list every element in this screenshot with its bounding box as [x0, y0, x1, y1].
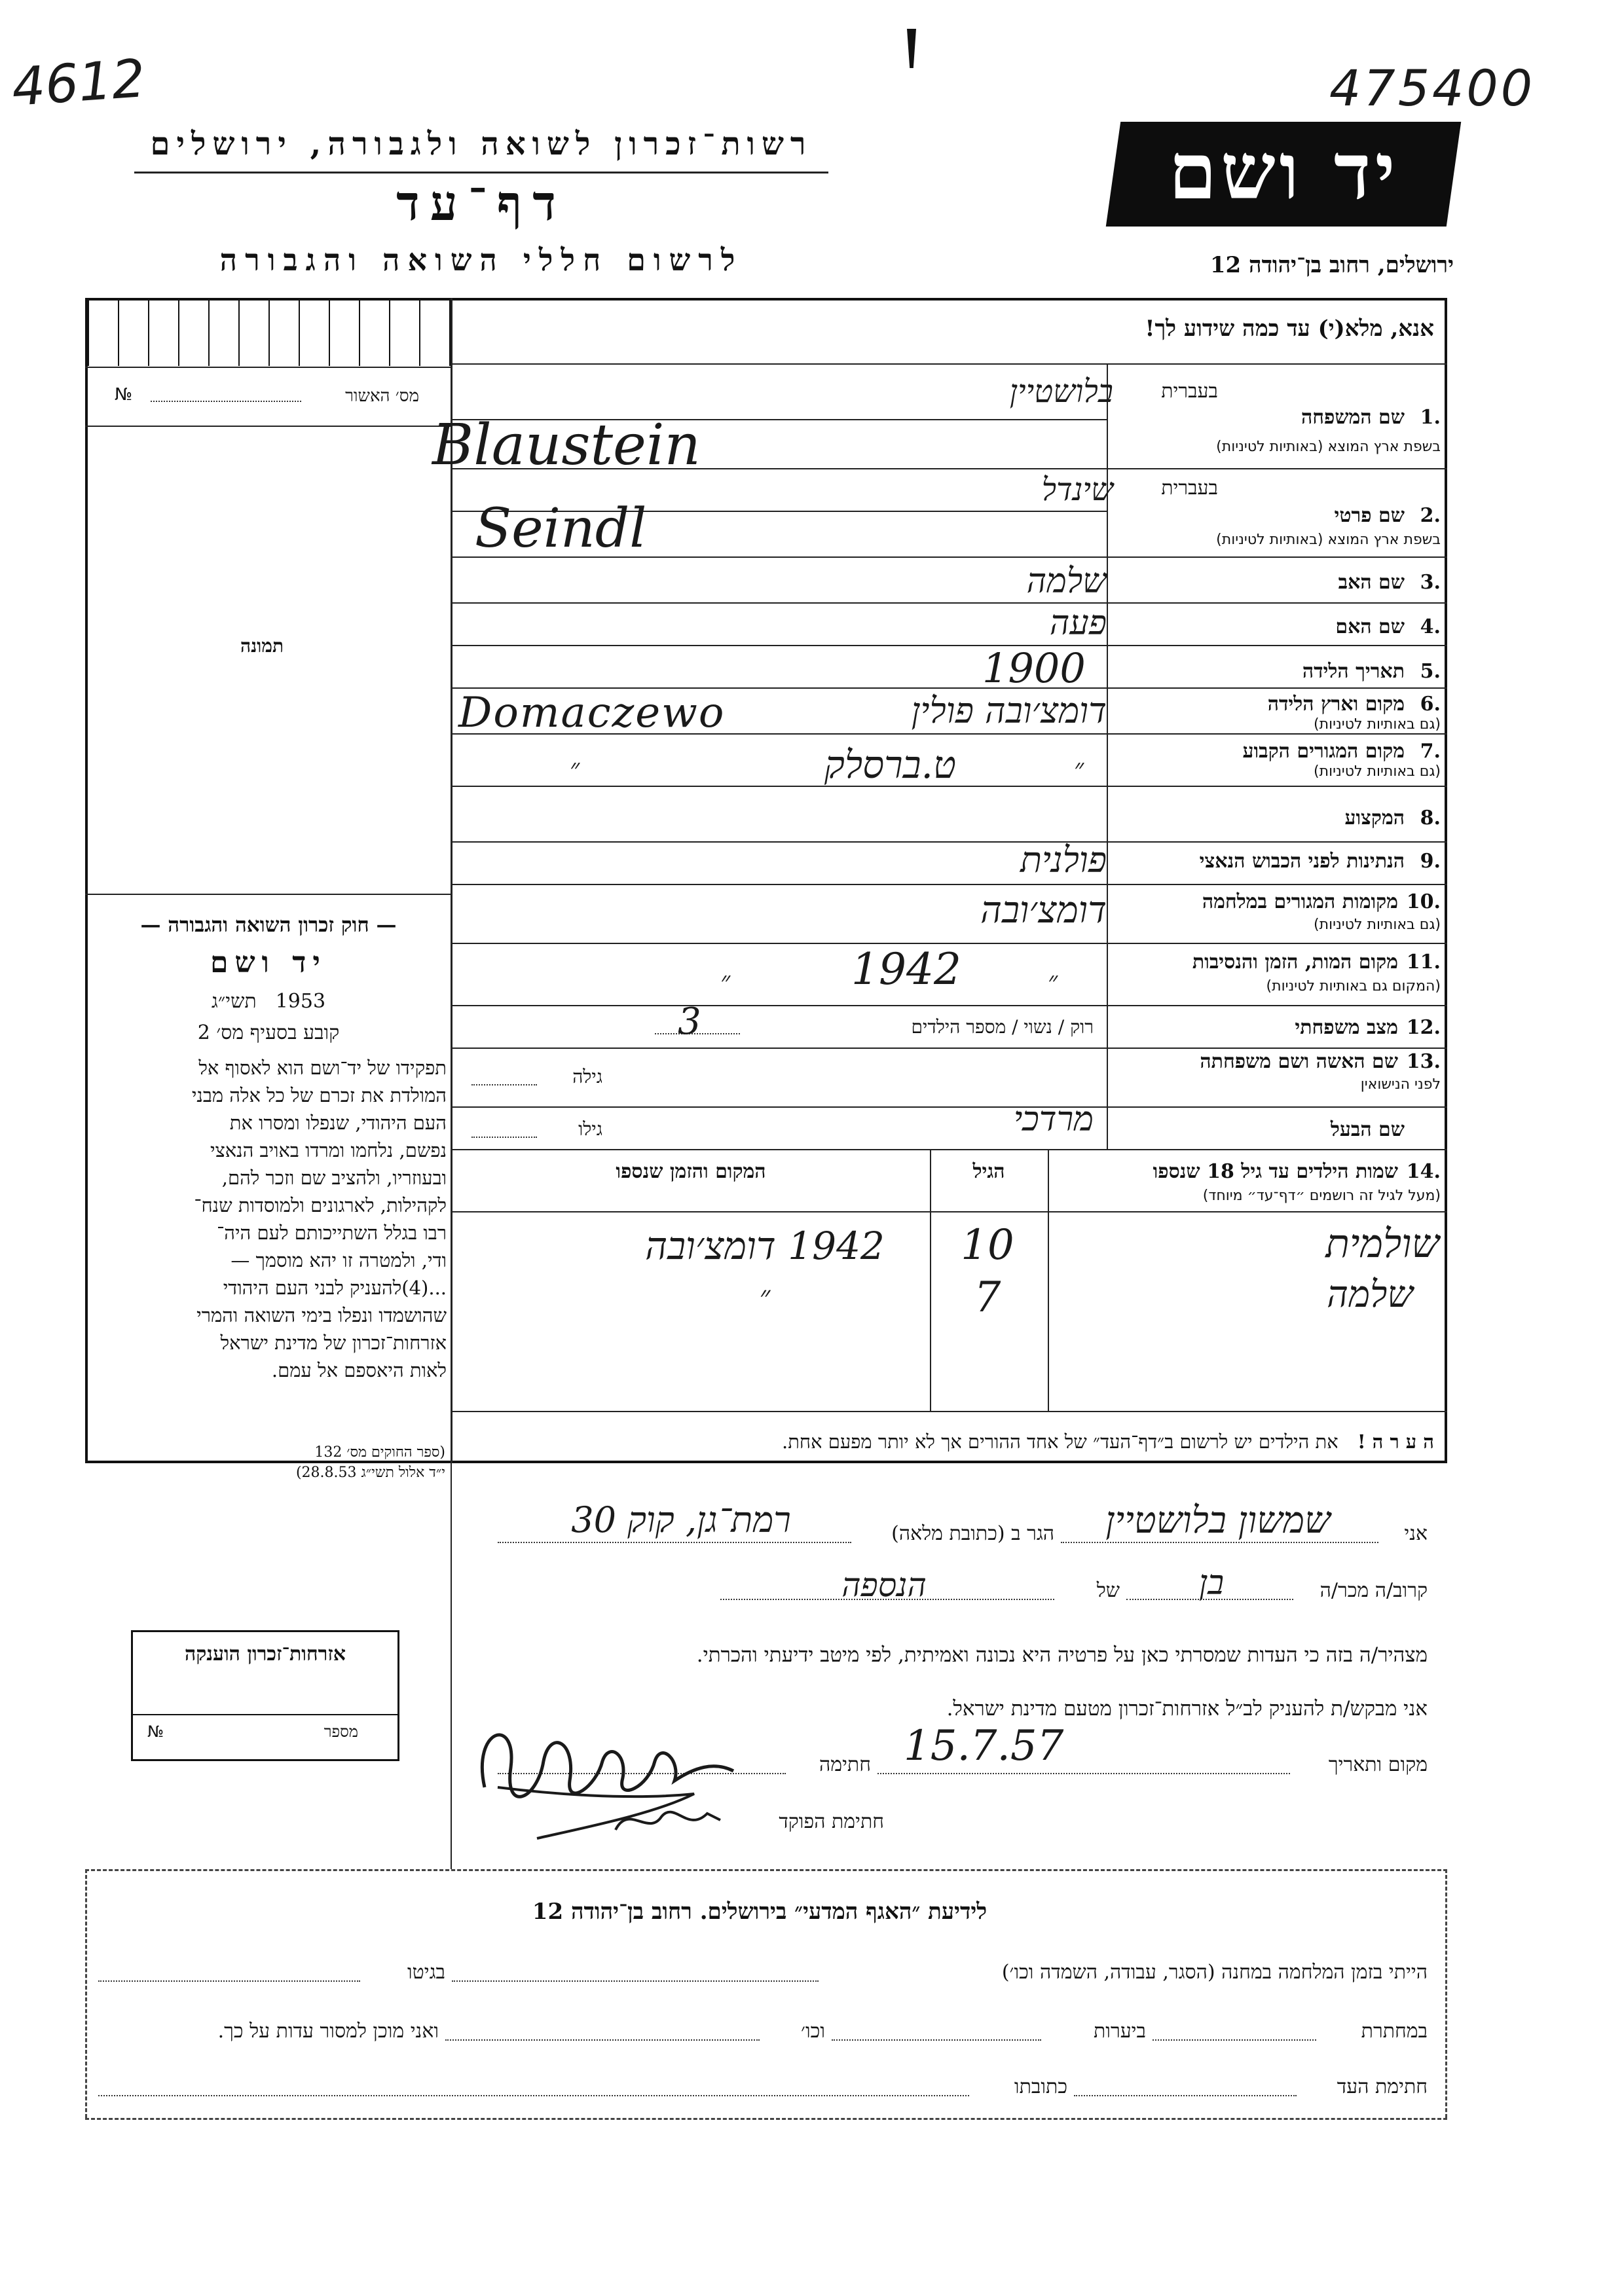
- field-7-sub: (גם באותיות לטיניות): [1314, 763, 1441, 780]
- field-2-hebrew-label: בעברית: [1161, 477, 1218, 500]
- law-year-line: [92, 990, 445, 1013]
- residing-line: [498, 1542, 851, 1543]
- citizenship-box-title: אזרחות־זכרון הוענקה: [184, 1643, 346, 1666]
- field-11-ditto-1: ״: [720, 966, 731, 996]
- handwritten-file-number-right: 475400: [1329, 59, 1536, 117]
- bottom-line2-d: ואני מוכן למסור עדות על כך.: [217, 2020, 439, 2043]
- field-14-sub: (מעל לגיל זה רושמים ״דף־עד״ מיוחד): [1202, 1188, 1441, 1204]
- field-2-label: שם פרטי: [1334, 504, 1405, 527]
- field-11-ditto-2: ״: [1048, 966, 1058, 996]
- law-text-line: אזרחות־זכרון של מדינת ישראל: [220, 1332, 447, 1354]
- stamp-grid: [88, 301, 451, 366]
- child-name: שלמה: [1327, 1273, 1413, 1316]
- header-address: ירושלים, רחוב בן־יהודה 12: [1209, 252, 1454, 278]
- field-5-value: 1900: [982, 644, 1086, 692]
- citizenship-box: [131, 1630, 399, 1761]
- of-label: של: [1096, 1579, 1120, 1602]
- field-10-value: דומצ׳ובה: [980, 889, 1107, 932]
- field-7-number: 7.: [1420, 740, 1441, 763]
- approval-label: מס׳ האשור: [345, 386, 419, 406]
- husband-label: שם הבעל: [1330, 1118, 1405, 1141]
- authority-line: רשות־זכרון לשואה ולגבורה, ירושלים: [150, 126, 813, 162]
- field-4-number: 4.: [1420, 615, 1441, 638]
- declaration-request: אני מבקש/ת להעניק לב״ל אזרחות־זכרון מטעם מדינת ישראל.: [946, 1697, 1428, 1721]
- law-ref-2: י״ד אלול תשי״ג 28.8.53): [295, 1465, 445, 1481]
- field-6-sub: (גם באותיות לטיניות): [1314, 716, 1441, 733]
- field-12-number: 12.: [1406, 1016, 1441, 1039]
- place-date-line: [877, 1773, 1290, 1774]
- field-1-latin-note: בשפת ארץ המוצא (באותיות לטיניות): [1216, 439, 1441, 455]
- field-13-number: 13.: [1406, 1050, 1441, 1073]
- law-text-line: לאות היאספם אל עמם.: [271, 1359, 447, 1381]
- field-7-ditto-2: ״: [1074, 754, 1084, 784]
- law-text-line: שהושמדו ונפלו בימי השואה והמרי: [196, 1304, 447, 1326]
- field-11-sub: (המקום גם באותיות לטיניות): [1266, 978, 1441, 994]
- husband-age-line: [471, 1137, 537, 1138]
- relative-value: בן: [1198, 1563, 1225, 1603]
- field-6-value-hebrew: דומצ׳ובה פולין: [911, 690, 1107, 731]
- bottom-line3-a: חתימת העד: [1337, 2075, 1428, 2098]
- field-11-value: 1942: [851, 944, 961, 994]
- law-text-line: ודי, ולמטרה זו יהא מוסמך —: [231, 1249, 447, 1271]
- note-row: [458, 1430, 1434, 1453]
- field-4-label: שם האם: [1335, 615, 1405, 638]
- law-title: — חוק זכרון השואה והגבורה —: [140, 913, 397, 937]
- field-9-value: פולנית: [1020, 839, 1107, 881]
- field-14-age-header: הגיל: [972, 1160, 1005, 1183]
- law-text-line: ...(4)להעניק לבני העם היהודי: [223, 1277, 447, 1299]
- law-section: קובע בסעיף מס׳ 2: [197, 1021, 340, 1044]
- field-10-label: מקומות המגורים במלחמה: [1202, 890, 1398, 913]
- bottom-line1-fill-2: [98, 1980, 360, 1982]
- field-6-number: 6.: [1420, 693, 1441, 716]
- law-year: 1953: [275, 990, 326, 1013]
- official-signature: [609, 1791, 727, 1850]
- law-text: [93, 1054, 447, 1384]
- field-1-label: שם המשפחה: [1301, 406, 1405, 429]
- official-signature-label: חתימת הפוקד: [779, 1810, 884, 1833]
- field-7-value: ט.ברסלק: [824, 742, 956, 787]
- bottom-line1-end: בגיטו: [407, 1961, 445, 1984]
- approval-number-line: [151, 401, 301, 402]
- bottom-line1-start: הייתי בזמן המלחמה במחנה (הסגר, עבודה, השמדה וכו׳): [1001, 1961, 1428, 1984]
- field-3-label: שם האב: [1338, 571, 1405, 594]
- law-logo: יד ושם: [210, 946, 327, 979]
- declaration-i-label: אני: [1404, 1522, 1428, 1545]
- declaration-i-value: שמשון בלושטיין: [1105, 1499, 1331, 1542]
- signature-label: חתימה: [819, 1753, 871, 1776]
- bottom-line3-b: כתובתו: [1014, 2075, 1067, 2098]
- field-8-number: 8.: [1420, 807, 1441, 829]
- bottom-line2-fill-a: [1153, 2039, 1316, 2041]
- bottom-notice: לידיעת ״האגף המדעי״ בירושלים. רחוב בן־יהודה 12: [532, 1899, 987, 1925]
- form-subtitle: לרשום חללי השואה והגבורה: [219, 242, 743, 278]
- field-13-age-label: גילה: [572, 1066, 602, 1087]
- law-text-line: לקהילות, לארגונים ולמוסדות שנח־: [194, 1194, 447, 1216]
- place-date-value: 15.7.57: [904, 1722, 1064, 1770]
- field-14-place-header: המקום והזמן שנספו: [616, 1160, 766, 1183]
- field-9-label: הנתינות לפני הכבוש הנאצי: [1199, 850, 1405, 873]
- declaration-i-line: [1061, 1542, 1378, 1543]
- field-12-children-value: 3: [678, 1000, 701, 1043]
- residing-value: רמת־גן, קוק 30: [571, 1499, 791, 1540]
- field-5-number: 5.: [1420, 660, 1441, 683]
- form-title: דף־עד: [396, 175, 566, 232]
- yad-vashem-logo: [1106, 122, 1461, 227]
- field-12-options: רוק / נשוי / מספר הילדים: [911, 1016, 1094, 1038]
- husband-value: מרדכי: [1013, 1100, 1094, 1139]
- bottom-line1-fill: [452, 1980, 819, 1982]
- law-text-line: העם היהודי, שנפלו ומסרו את: [229, 1112, 447, 1134]
- citizenship-box-number-label: מספר: [323, 1722, 358, 1741]
- bottom-line2-b: ביערות: [1093, 2020, 1146, 2043]
- law-text-line: ובעוזריו, ולהציב שם וזכר להם,: [221, 1167, 447, 1189]
- field-10-sub: (גם באותיות לטיניות): [1314, 917, 1441, 933]
- field-2-value-latin: Seindl: [475, 498, 647, 560]
- law-text-line: המולדת את זכרם של כל אלה מבני: [191, 1084, 447, 1106]
- signature-stroke: [482, 1735, 733, 1797]
- fill-instruction: אנא, מלא(י) עד כמה שידוע לך!: [1145, 316, 1434, 342]
- bottom-line2-fill-c: [445, 2039, 760, 2041]
- field-2-latin-note: בשפת ארץ המוצא (באותיות לטיניות): [1216, 532, 1441, 548]
- bottom-line2-a: במחתרת: [1361, 2020, 1428, 2043]
- law-ref-1: (ספר החוקים מס׳ 132: [314, 1444, 445, 1461]
- field-7-ditto-1: ״: [570, 754, 580, 784]
- field-14-number: 14.: [1406, 1160, 1441, 1183]
- bottom-line2-fill-b: [832, 2039, 1041, 2041]
- child-age: 10: [961, 1221, 1014, 1269]
- field-2-number: 2.: [1420, 504, 1441, 527]
- law-text-line: תפקידו של יד־ושם הוא לאסוף אל: [198, 1057, 447, 1079]
- bottom-line3-fill-b: [98, 2095, 969, 2096]
- bottom-line2-c: וכו׳: [801, 2020, 825, 2043]
- field-2-value-hebrew: שינדל: [1041, 471, 1113, 508]
- children-table: [451, 1214, 1447, 1411]
- child-age: 7: [974, 1273, 1001, 1322]
- note-text: את הילדים יש לרשום ב״דף־העד״ של אחד ההורים אך לא יותר מפעם אחת.: [782, 1430, 1338, 1453]
- field-13-age-line: [471, 1084, 537, 1085]
- child-name: שולמית: [1325, 1221, 1439, 1267]
- relative-label: קרוב/ה מכר/ה: [1320, 1579, 1428, 1602]
- bottom-frame-right: [1445, 1869, 1447, 2118]
- field-5-label: תאריך הלידה: [1302, 660, 1405, 683]
- field-1-value-latin: Blaustein: [432, 412, 701, 478]
- field-1-value-hebrew: בלושטיין: [1009, 373, 1113, 410]
- child-place: 1942 דומצ׳ובה: [645, 1224, 885, 1268]
- field-13-label: שם האשה ושם משפחתה: [1200, 1050, 1398, 1073]
- table-row: [451, 1273, 1447, 1326]
- approval-no-label: №: [115, 385, 133, 405]
- field-8-label: המקצוע: [1344, 807, 1405, 829]
- field-6-label: מקום וארץ הלידה: [1267, 693, 1405, 716]
- table-row: [451, 1221, 1447, 1273]
- logo-text: יד ושם: [1168, 126, 1399, 217]
- note-label: ה ע ר ה !: [1357, 1430, 1434, 1453]
- declaration-statement: מצהיר/ה בזה כי העדות שמסרתי כאן על פרטיה היא נכונה ואמיתית, לפי מיטב ידיעתי והכרתי.: [696, 1643, 1428, 1667]
- residing-label: הגר ב (כתובת מלאה): [891, 1522, 1054, 1545]
- field-11-label: מקום המות, הזמן והנסיבות: [1192, 951, 1398, 974]
- field-6-value-latin: Domaczewo: [458, 689, 726, 737]
- field-12-label: מצב משפחתי: [1295, 1016, 1398, 1039]
- signature-stroke: [616, 1812, 720, 1830]
- handwritten-file-number-left: 4612: [10, 48, 147, 118]
- field-10-number: 10.: [1406, 890, 1441, 913]
- of-value: הנספה: [841, 1566, 927, 1604]
- place-date-label: מקום ותאריך: [1328, 1753, 1428, 1776]
- field-3-number: 3.: [1420, 571, 1441, 594]
- field-1-hebrew-label: בעברית: [1161, 380, 1218, 403]
- child-place: ״: [759, 1280, 771, 1313]
- photo-label: תמונה: [240, 635, 284, 657]
- bottom-line3-fill-a: [1074, 2095, 1297, 2096]
- dashed-separator-top: [85, 1869, 1447, 1871]
- field-3-value: שלמה: [1026, 562, 1107, 601]
- field-4-value: פעה: [1049, 604, 1107, 643]
- field-9-number: 9.: [1420, 850, 1441, 873]
- husband-age-label: גילו: [578, 1118, 602, 1140]
- top-mark: [907, 29, 916, 68]
- citizenship-box-no: №: [147, 1722, 164, 1741]
- law-text-line: רבו בגלל השתייכותם לעם היה־: [217, 1222, 447, 1244]
- dashed-separator-bottom: [85, 2118, 1447, 2120]
- field-7-label: מקום המגורים הקבוע: [1242, 740, 1405, 763]
- field-13-sub: לפני הנישואין: [1360, 1076, 1441, 1093]
- field-11-number: 11.: [1406, 951, 1441, 974]
- field-1-number: 1.: [1420, 406, 1441, 429]
- law-text-line: נפשם, נלחמו ומרדו באויב הנאצי: [210, 1139, 447, 1161]
- law-year-hebrew: תשי״ג: [211, 990, 257, 1013]
- bottom-frame-left: [85, 1869, 87, 2118]
- field-14-label: שמות הילדים עד גיל 18 שנספו: [1153, 1160, 1398, 1183]
